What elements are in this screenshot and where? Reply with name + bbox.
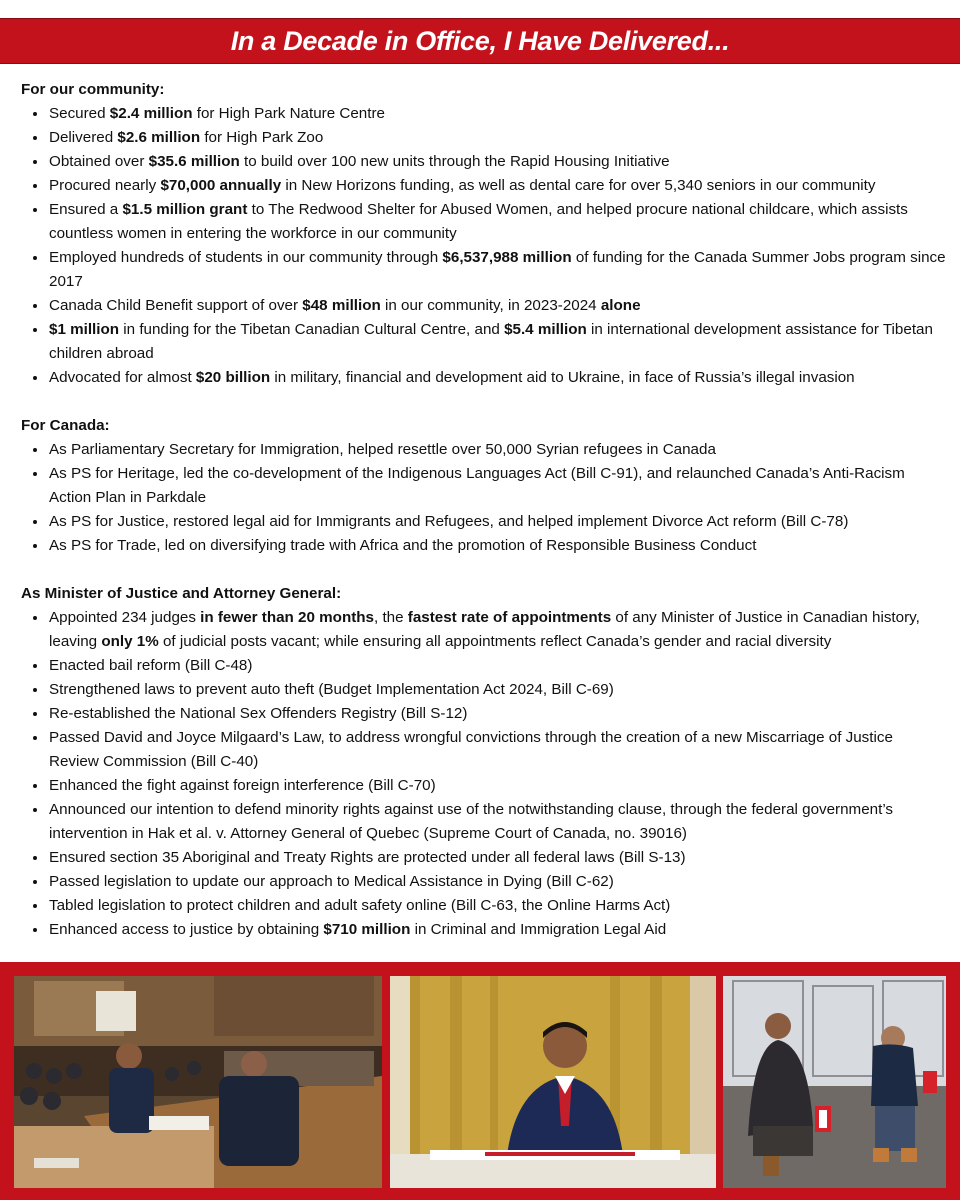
list-item: • Employed hundreds of students in our community through $6,537,988 million of funding for the Canada Summer Jobs program since 2017 <box>48 246 946 294</box>
photo-signing <box>390 976 716 1188</box>
list-item: • As PS for Justice, restored legal aid for Immigrants and Refugees, and helped implement Divorce Act reform (Bill C-78) <box>48 510 946 534</box>
list-item: • Appointed 234 judges in fewer than 20 months, the fastest rate of appointments of any Minister of Justice in Canadian history, leaving only 1% of judicial posts vacant; while ensuring all appointments reflect Canada’s gender and racial diversity <box>48 606 946 654</box>
list-item: • Obtained over $35.6 million to build over 100 new units through the Rapid Housing Initiative <box>48 150 946 174</box>
list-item: • $1 million in funding for the Tibetan Canadian Cultural Centre, and $5.4 million in international development assistance for Tibetan children abroad <box>48 318 946 366</box>
list-item: • As PS for Heritage, led the co-development of the Indigenous Languages Act (Bill C-91), and relaunched Canada’s Anti-Racism Action Plan in Parkdale <box>48 462 946 510</box>
highlight-text: $48 million <box>302 297 381 314</box>
list-item: • Passed legislation to update our approach to Medical Assistance in Dying (Bill C-62) <box>48 870 946 894</box>
photo-meeting <box>14 976 382 1188</box>
list-item: • Delivered $2.6 million for High Park Zoo <box>48 126 946 150</box>
bullet-list <box>21 438 946 558</box>
list-item: • As PS for Trade, led on diversifying trade with Africa and the promotion of Responsible Business Conduct <box>48 534 946 558</box>
highlight-text: $710 million <box>323 921 411 938</box>
highlight-text: $20 billion <box>195 369 271 386</box>
list-item: • Enhanced access to justice by obtaining $710 million in Criminal and Immigration Legal Aid <box>48 918 946 942</box>
header-banner <box>0 18 960 64</box>
accomplishments-list <box>21 78 946 942</box>
highlight-text: $1 million <box>49 321 120 338</box>
photo-strip <box>0 962 960 1200</box>
bullet-list <box>21 606 946 942</box>
list-item: • Canada Child Benefit support of over $48 million in our community, in 2023-2024 alone <box>48 294 946 318</box>
highlight-text: $6,537,988 million <box>442 249 572 266</box>
highlight-text: $2.4 million <box>109 105 193 122</box>
list-item: • Secured $2.4 million for High Park Nature Centre <box>48 102 946 126</box>
photo-high-five <box>723 976 946 1188</box>
section-heading: As Minister of Justice and Attorney General: <box>21 585 342 602</box>
list-item: • Ensured section 35 Aboriginal and Treaty Rights are protected under all federal laws (Bill S-13) <box>48 846 946 870</box>
highlight-text: only 1% <box>101 633 159 650</box>
highlight-text: $35.6 million <box>148 153 240 170</box>
list-item: • Procured nearly $70,000 annually in New Horizons funding, as well as dental care for over 5,340 seniors in our community <box>48 174 946 198</box>
list-item: • Announced our intention to defend minority rights against use of the notwithstanding clause, through the federal government’s intervention in Hak et al. v. Attorney General of Quebec (Supreme Court of Canada, no. 39016) <box>48 798 946 846</box>
list-item: • Tabled legislation to protect children and adult safety online (Bill C-63, the Online Harms Act) <box>48 894 946 918</box>
highlight-text: $5.4 million <box>504 321 587 338</box>
list-item: • As Parliamentary Secretary for Immigration, helped resettle over 50,000 Syrian refugees in Canada <box>48 438 946 462</box>
page-title: In a Decade in Office, I Have Delivered... <box>230 25 730 56</box>
highlight-text: alone <box>600 297 641 314</box>
section-heading: For our community: <box>21 81 165 98</box>
highlight-text: $2.6 million <box>117 129 201 146</box>
section-heading: For Canada: <box>21 417 110 434</box>
list-item: • Re-established the National Sex Offenders Registry (Bill S-12) <box>48 702 946 726</box>
list-item: • Strengthened laws to prevent auto theft (Budget Implementation Act 2024, Bill C-69) <box>48 678 946 702</box>
list-item: • Ensured a $1.5 million grant to The Redwood Shelter for Abused Women, and helped procure national childcare, which assists countless women in entering the workforce in our community <box>48 198 946 246</box>
highlight-text: fastest rate of appointments <box>407 609 612 626</box>
list-item: • Enacted bail reform (Bill C-48) <box>48 654 946 678</box>
list-item: • Advocated for almost $20 billion in military, financial and development aid to Ukraine, in face of Russia’s illegal invasion <box>48 366 946 390</box>
highlight-text: $70,000 annually <box>160 177 282 194</box>
highlight-text: $1.5 million grant <box>122 201 248 218</box>
list-item: • Passed David and Joyce Milgaard’s Law, to address wrongful convictions through the creation of a new Miscarriage of Justice Review Commission (Bill C-40) <box>48 726 946 774</box>
list-item: • Enhanced the fight against foreign interference (Bill C-70) <box>48 774 946 798</box>
highlight-text: in fewer than 20 months <box>200 609 374 626</box>
bullet-list <box>21 102 946 390</box>
